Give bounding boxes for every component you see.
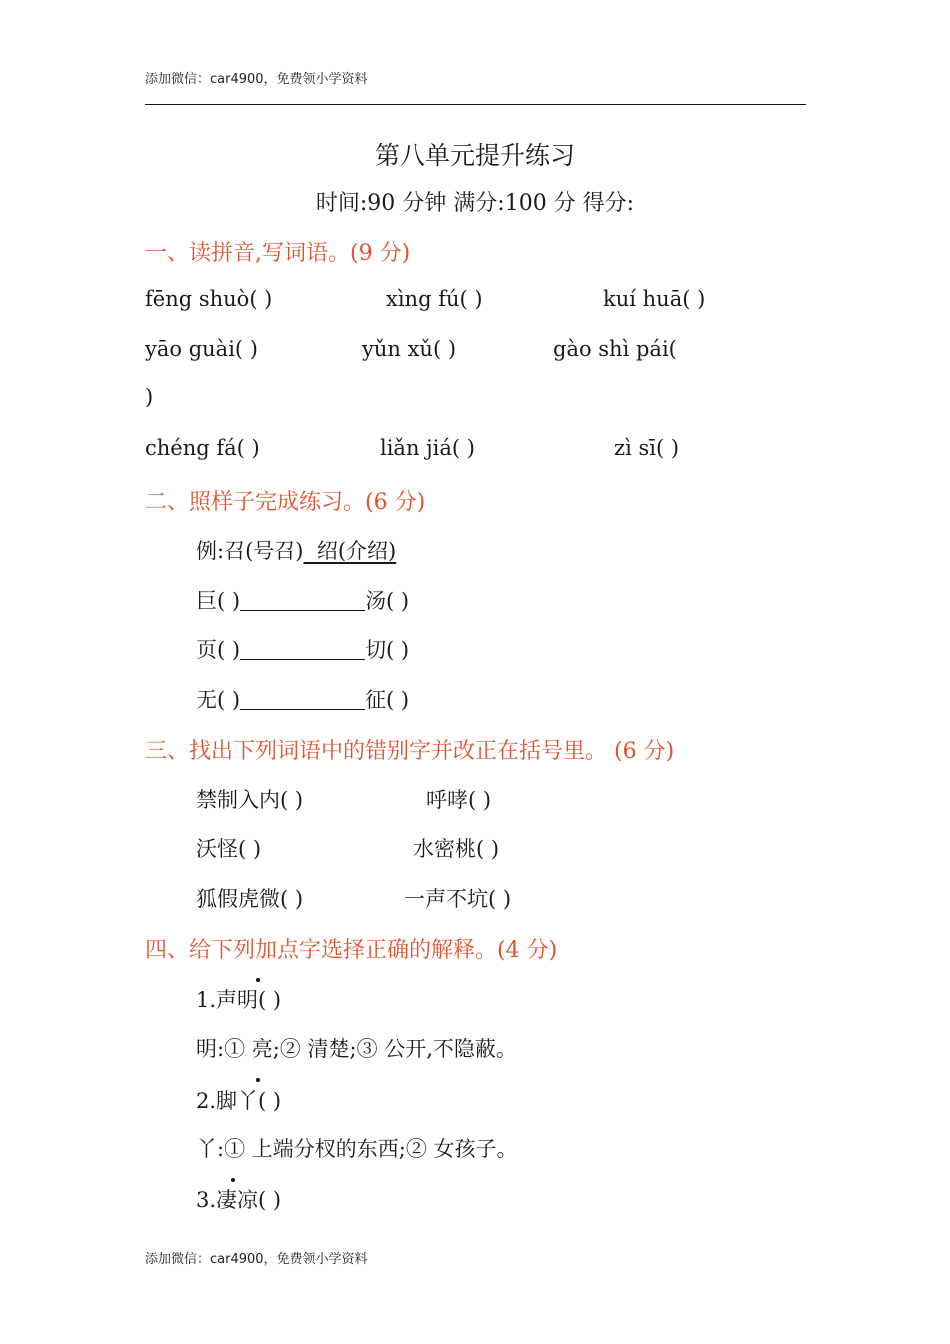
char-row <box>196 634 409 664</box>
page-subtitle: 时间:90 分钟 满分:100 分 得分: <box>315 191 635 216</box>
definition-line: 丫:① 上端分杈的东西;② 女孩子。 <box>196 1137 518 1161</box>
pinyin-item: chéng fá( ) <box>145 436 260 460</box>
pinyin-item: yāo guài( ) <box>145 337 258 361</box>
pinyin-item: zì sī( ) <box>614 436 680 460</box>
char-row <box>196 684 409 714</box>
header-note: 添加微信：car4900，免费领小学资料 <box>145 72 368 87</box>
page-title: 第八单元提升练习 <box>374 141 575 170</box>
question-item: 1.声明( ) <box>196 988 282 1012</box>
example-answer: 绍(介绍) <box>303 539 397 563</box>
question-item: 2.脚丫( ) <box>196 1089 282 1113</box>
char-right: 征( ) <box>365 688 410 712</box>
answer-blank <box>240 639 365 660</box>
header-rule <box>145 104 806 105</box>
answer-blank <box>240 689 365 710</box>
typo-item: 禁制入内( ) <box>196 788 304 812</box>
pinyin-wrap: ) <box>145 385 154 409</box>
question-item: 3.凄凉( ) <box>196 1188 282 1212</box>
typo-item: 水密桃( ) <box>413 837 500 861</box>
char-left: 无( ) <box>196 688 241 712</box>
typo-item: 呼哮( ) <box>426 788 492 812</box>
pinyin-item: kuí huā( ) <box>603 287 706 311</box>
pinyin-item: liǎn jiá( ) <box>380 436 475 460</box>
example-line <box>196 535 396 565</box>
definition-line: 明:① 亮;② 清楚;③ 公开,不隐蔽。 <box>196 1037 517 1061</box>
char-left: 巨( ) <box>196 589 241 613</box>
char-right: 汤( ) <box>365 589 410 613</box>
typo-item: 沃怪( ) <box>196 837 262 861</box>
emphasis-dot <box>256 978 260 982</box>
char-right: 切( ) <box>365 638 410 662</box>
typo-item: 狐假虎微( ) <box>196 887 304 911</box>
section-4-heading: 四、给下列加点字选择正确的解释。(4 分) <box>145 938 558 963</box>
pinyin-item: fēng shuò( ) <box>145 287 273 311</box>
char-left: 页( ) <box>196 638 241 662</box>
emphasis-dot <box>256 1078 260 1082</box>
answer-blank <box>240 590 365 611</box>
example-prefix: 例:召(号召) <box>196 539 304 563</box>
char-row <box>196 585 409 615</box>
section-3-heading: 三、找出下列词语中的错别字并改正在括号里。 (6 分) <box>145 739 675 764</box>
emphasis-dot <box>231 1178 235 1182</box>
typo-item: 一声不坑( ) <box>404 887 512 911</box>
section-2-heading: 二、照样子完成练习。(6 分) <box>145 490 426 515</box>
footer-note: 添加微信：car4900，免费领小学资料 <box>145 1252 368 1267</box>
pinyin-item: xìng fú( ) <box>386 287 483 311</box>
section-1-heading: 一、读拼音,写词语。(9 分) <box>145 241 411 266</box>
pinyin-item: gào shì pái( <box>553 337 677 361</box>
pinyin-item: yǔn xǔ( ) <box>362 337 457 361</box>
